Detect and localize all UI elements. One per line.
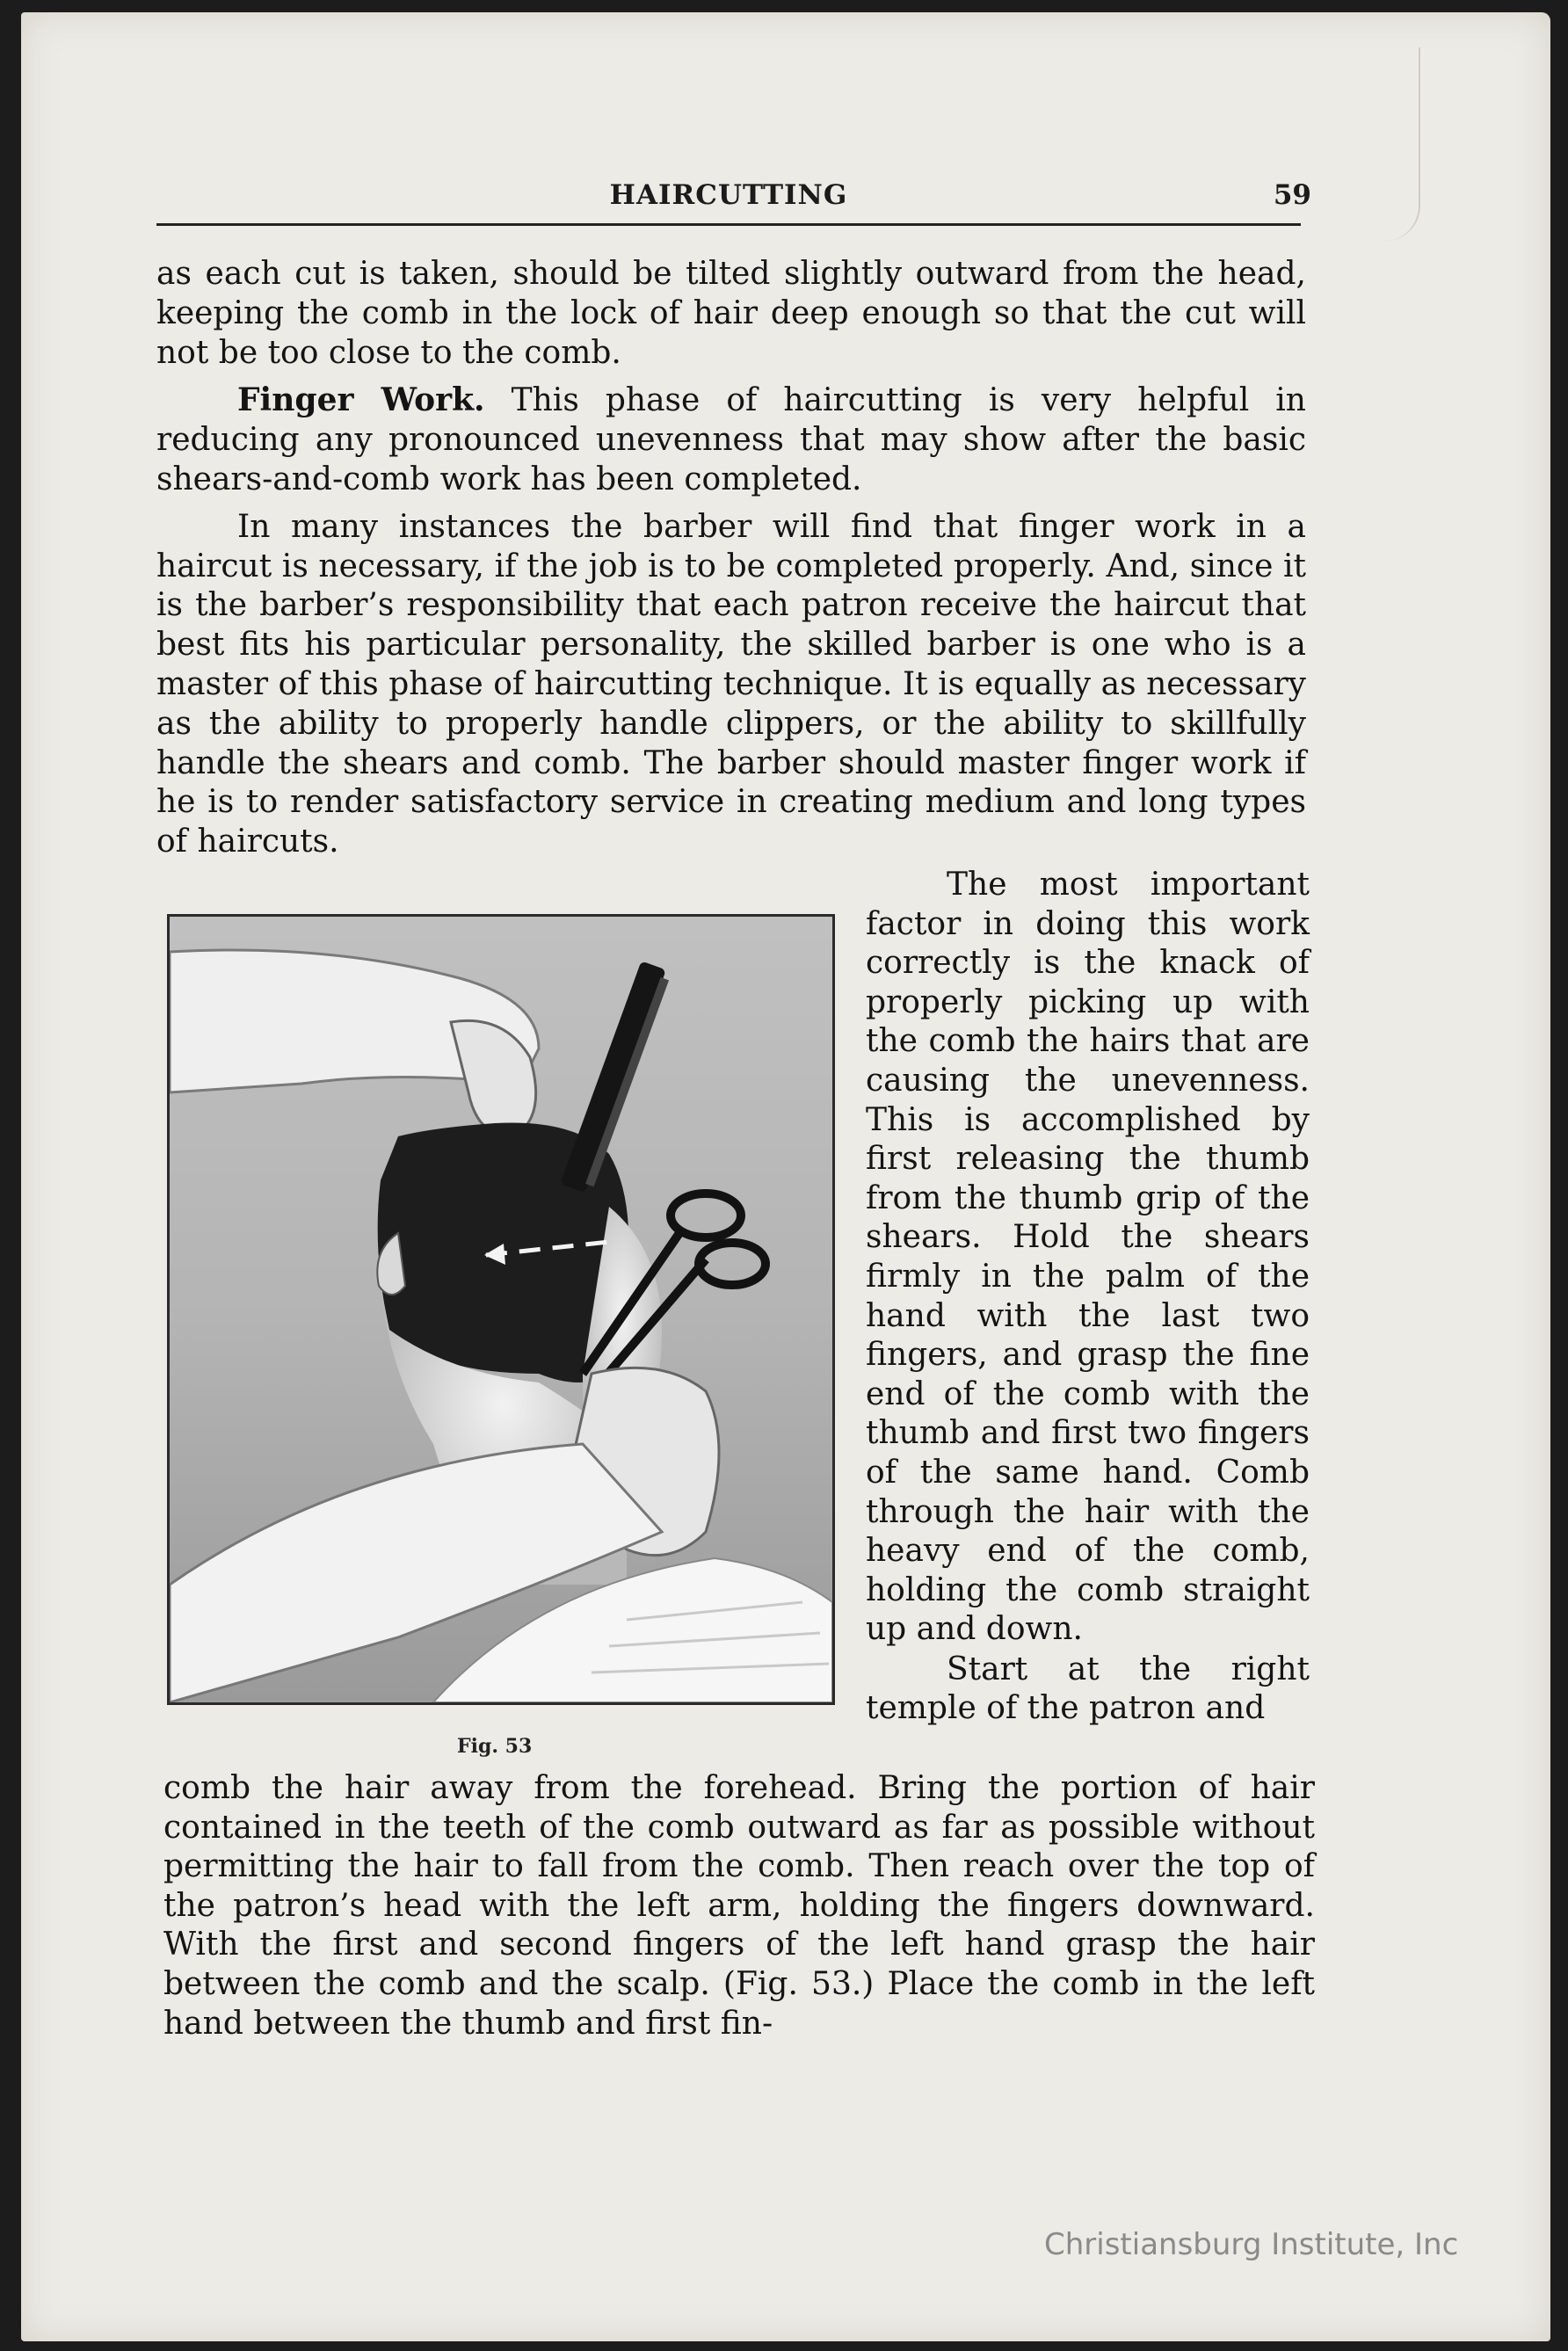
side-paragraph-1: The most important factor in doing this work correctly is the knack of properly picking up with the comb the hairs that are causing the unevenness. This is accomplished by first releasing the thumb from the thumb grip of the shears. Hold the shears firmly in the palm of the hand with the last two fingers, and grasp the fine end of the comb with the thumb and first two fingers of the same hand. Comb through the hair with the heavy end of the comb, holding the comb straight up and down.: [866, 867, 1310, 1648]
page-curl: [1366, 47, 1420, 241]
main-text: [156, 255, 1306, 870]
running-title: HAIRCUTTING: [609, 179, 848, 211]
paragraph-1: as each cut is taken, should be tilted slightly outward from the head, keeping the comb in the lock of hair deep enough so that the cut will not be too close to the comb.: [156, 256, 1306, 371]
figure-photo: [167, 914, 835, 1705]
side-text: [866, 866, 1310, 1730]
page-number: 59: [1273, 179, 1311, 211]
paragraph-2-body: This phase of haircutting is very helpful in reducing any pronounced unevenness that may show after the basic shears-and-comb work has been completed.: [156, 382, 1306, 497]
heading-finger-work: Finger Work.: [237, 381, 485, 419]
running-head: [156, 179, 1311, 226]
bottom-text: [163, 1769, 1315, 2043]
bottom-paragraph: comb the hair away from the forehead. Bring the portion of hair contained in the teeth of the comb outward as far as possible without permitting the hair to fall from the comb. Then reach over the top of the patron’s head with the left arm, holding the fingers downward. With the first and second fingers of the left hand grasp the hair between the comb and the scalp. (Fig. 53.) Place the comb in the left hand between the thumb and first fin-: [163, 1770, 1315, 2042]
haircut-photo-illustration: [170, 917, 832, 1702]
paragraph-2: [156, 381, 1306, 499]
side-paragraph-2: Start at the right temple of the patron and: [866, 1651, 1310, 1727]
watermark: Christiansburg Institute, Inc: [1044, 2227, 1459, 2262]
paragraph-3: In many instances the barber will find that finger work in a haircut is necessary, if the job is to be completed properly. And, since it is the barber’s responsibility that each patron receive the haircut that best fits his particular personality, the skilled barber is one who is a master of this phase of haircutting technique. It is equally as necessary as the ability to properly handle clippers, or the ability to skillfully handle the shears and comb. The barber should master finger work if he is to render satisfactory service in creating medium and long types of haircuts.: [156, 508, 1306, 860]
figure-caption: Fig. 53: [457, 1735, 533, 1758]
